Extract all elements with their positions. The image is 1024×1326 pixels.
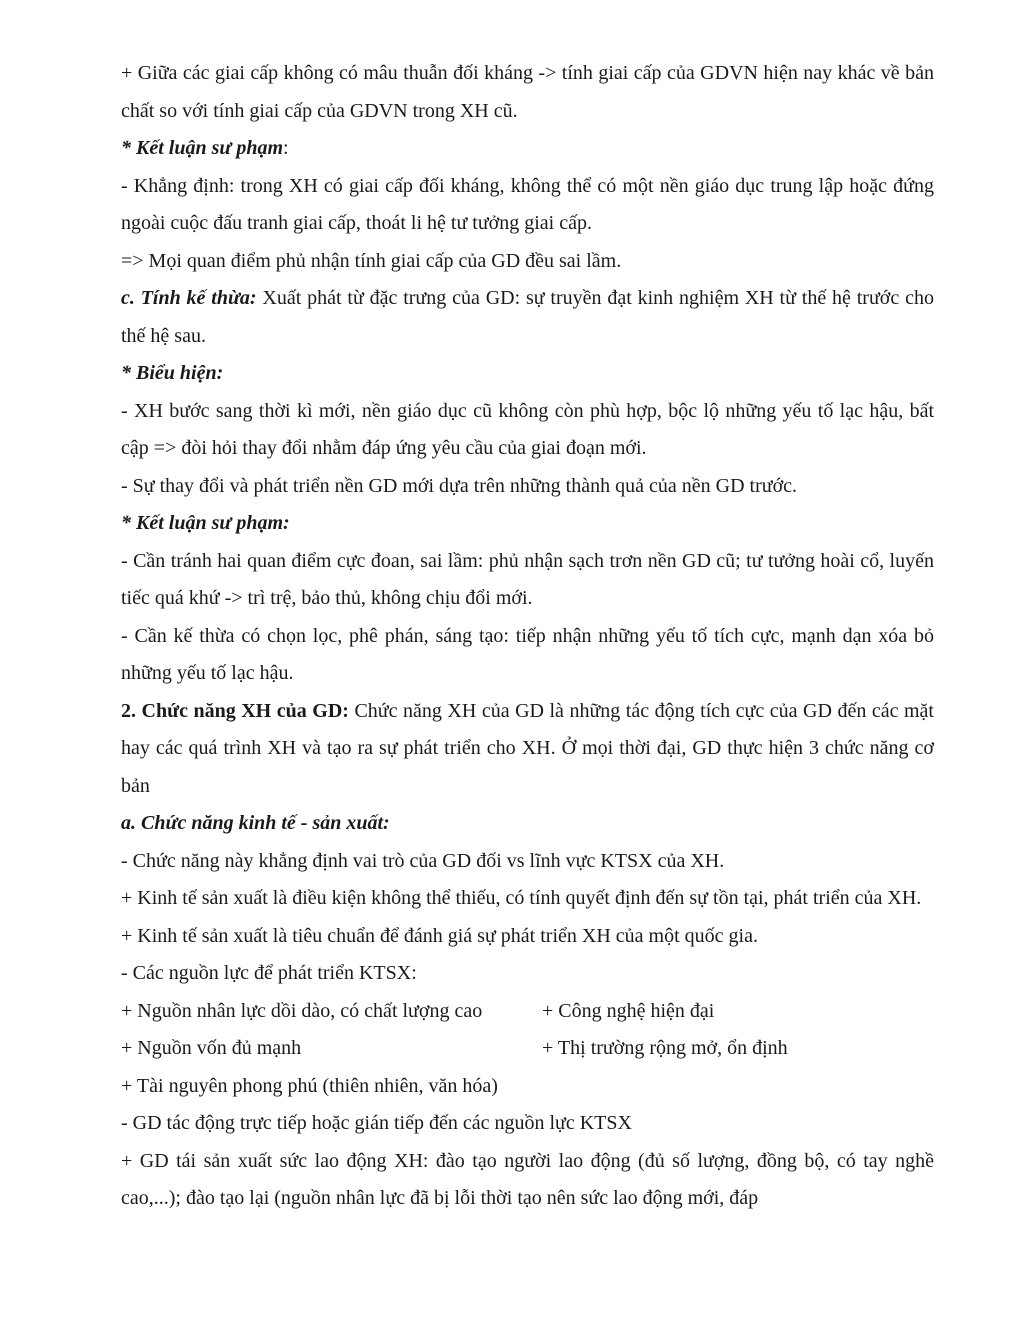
resource-technology: + Công nghệ hiện đại [542, 999, 715, 1022]
paragraph-resources-intro: - Các nguồn lực để phát triển KTSX: [121, 962, 417, 984]
heading-pedagogical-conclusion-1 [121, 130, 934, 168]
section-social-functions-title: 2. Chức năng XH của GD: [121, 699, 349, 722]
resource-row-1 [121, 993, 934, 1031]
heading-pedagogical-conclusion-2: * Kết luận sư phạm: [121, 512, 290, 534]
paragraph-affirmation: - Khẳng định: trong XH có giai cấp đối kháng, không thể có một nền giáo dục trung lập hoặc đứng ngoài cuộc đấu tranh giai cấp, thoát li hệ tư tưởng giai cấp. [121, 174, 934, 234]
paragraph-selective-inheritance: - Cần kế thừa có chọn lọc, phê phán, sáng tạo: tiếp nhận những yếu tố tích cực, mạnh dạn xóa bỏ những yếu tố lạc hậu. [121, 624, 934, 684]
heading-colon: : [283, 137, 289, 159]
heading-manifestation: * Biểu hiện: [121, 362, 224, 384]
paragraph-education-impact: - GD tác động trực tiếp hoặc gián tiếp đến các nguồn lực KTSX [121, 1112, 632, 1134]
section-inheritance-text: Xuất phát từ đặc trưng của GD: sự truyền đạt kinh nghiệm XH từ thế hệ trước cho thế hệ sau. [121, 287, 934, 347]
paragraph-new-era: - XH bước sang thời kì mới, nền giáo dục cũ không còn phù hợp, bộc lộ những yếu tố lạc hậu, bất cập => đòi hỏi thay đổi nhằm đáp ứng yêu cầu của giai đoạn mới. [121, 399, 934, 459]
section-inheritance [121, 280, 934, 355]
paragraph-change-development: - Sự thay đổi và phát triển nền GD mới dựa trên những thành quả của nền GD trước. [121, 474, 798, 497]
paragraph-labor-reproduction: + GD tái sản xuất sức lao động XH: đào tạo người lao động (đủ số lượng, đồng bộ, có tay nghề cao,...); đào tạo lại (nguồn nhân lực đã bị lỗi thời tạo nên sức lao động mới, đáp [121, 1149, 934, 1209]
resource-market: + Thị trường rộng mở, ổn định [542, 1037, 788, 1059]
document-body [121, 55, 934, 1218]
resource-capital: + Nguồn vốn đủ mạnh [121, 1037, 302, 1059]
paragraph-economy-indispensable: + Kinh tế sản xuất là điều kiện không thể thiếu, có tính quyết định đến sự tồn tại, phát triển của XH. [121, 887, 922, 909]
heading-economic-function: a. Chức năng kinh tế - sản xuất: [121, 812, 390, 834]
resource-human: + Nguồn nhân lực dồi dào, có chất lượng cao [121, 999, 483, 1022]
resource-row-2 [121, 1030, 934, 1068]
heading-label: * Kết luận sư phạm [121, 137, 284, 159]
section-inheritance-title: c. Tính kế thừa: [121, 287, 257, 309]
paragraph-economy-standard: + Kinh tế sản xuất là tiêu chuẩn để đánh giá sự phát triển XH của một quốc gia. [121, 924, 758, 947]
paragraph-class-contradiction: + Giữa các giai cấp không có mâu thuẫn đối kháng -> tính giai cấp của GDVN hiện nay khác về bản chất so với tính giai cấp của GDVN trong XH cũ. [121, 62, 934, 122]
paragraph-avoid-extremes: - Cần tránh hai quan điểm cực đoan, sai lầm: phủ nhận sạch trơn nền GD cũ; tư tưởng hoài cổ, luyến tiếc quá khứ -> trì trệ, bảo thủ, không chịu đổi mới. [121, 549, 934, 609]
paragraph-natural-resources: + Tài nguyên phong phú (thiên nhiên, văn hóa) [121, 1074, 498, 1097]
section-social-functions [121, 693, 934, 806]
section-social-functions-text: Chức năng XH của GD là những tác động tích cực của GD đến các mặt hay các quá trình XH và tạo ra sự phát triển cho XH. Ở mọi thời đại, GD thực hiện 3 chức năng cơ bản [121, 699, 934, 797]
paragraph-role-of-education: - Chức năng này khẳng định vai trò của GD đối vs lĩnh vực KTSX của XH. [121, 849, 725, 872]
paragraph-conclusion-arrow: => Mọi quan điểm phủ nhận tính giai cấp của GD đều sai lầm. [121, 249, 622, 272]
